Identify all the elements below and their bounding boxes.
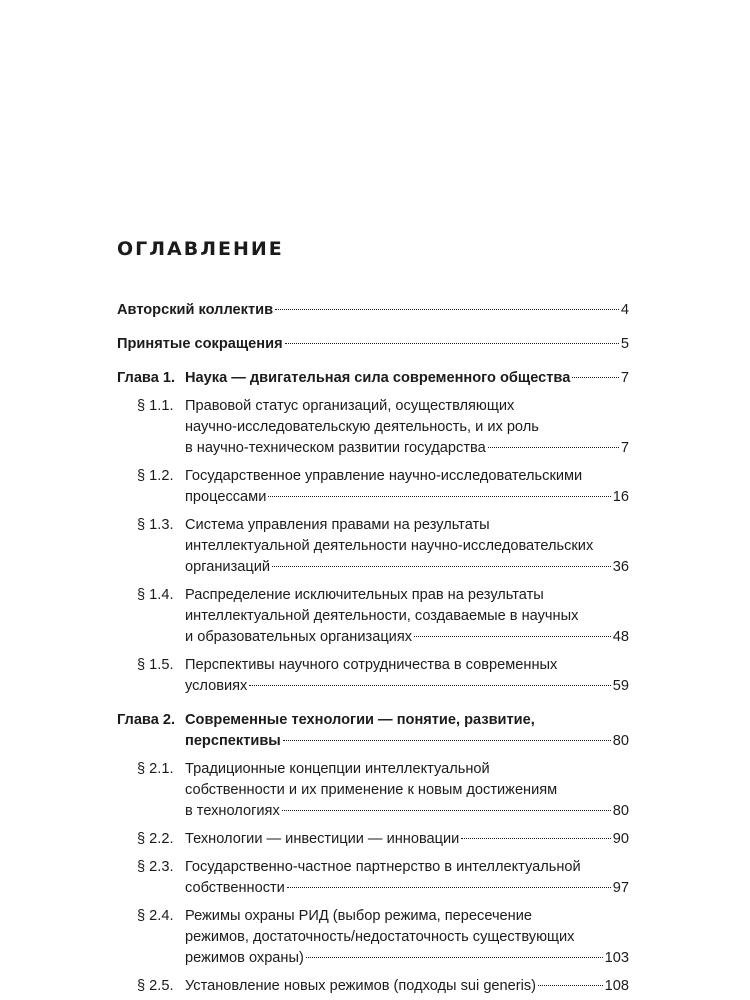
page-number: 7	[620, 370, 629, 386]
entry-title-text: собственности и их применение к новым достижениям	[185, 782, 558, 798]
entry-title-text: Наука — двигательная сила современного общества	[185, 370, 571, 386]
toc-section-entry	[117, 466, 629, 508]
entry-title	[185, 857, 629, 899]
entry-title-line	[185, 676, 629, 697]
page-number: 36	[612, 559, 629, 575]
section-number: § 1.4.	[137, 587, 174, 603]
dot-leader	[414, 636, 611, 637]
entry-title-line	[185, 515, 629, 536]
entry-title-line	[185, 801, 629, 822]
entry-title-text: Правовой статус организаций, осуществляющих	[185, 398, 515, 414]
entry-title-text: Установление новых режимов (подходы sui generis)	[185, 978, 537, 994]
entry-title-text: режимов охраны)	[185, 950, 304, 966]
entry-title-line	[185, 417, 629, 438]
entry-title-line	[185, 710, 629, 731]
entry-title-line	[185, 487, 629, 508]
toc-section-entry	[117, 857, 629, 899]
section-number: § 1.3.	[137, 517, 174, 533]
section-number: § 2.5.	[137, 978, 174, 994]
entry-title-text: в научно-техническом развитии государства	[185, 440, 486, 456]
toc-section-entry	[117, 759, 629, 822]
toc-section-entry	[117, 585, 629, 648]
section-number: § 1.1.	[137, 398, 174, 414]
toc-chapter-entry	[117, 710, 629, 752]
dot-leader	[282, 810, 611, 811]
section-number: § 1.2.	[137, 468, 174, 484]
entry-title-line	[185, 438, 629, 459]
dot-leader	[283, 740, 611, 741]
entry-title-line	[185, 585, 629, 606]
entry-title-text: организаций	[185, 559, 271, 575]
entry-title-text: процессами	[185, 489, 267, 505]
section-number: § 2.3.	[137, 859, 174, 875]
dot-leader	[306, 957, 603, 958]
entry-title-text: Государственное управление научно-исследовательскими	[185, 468, 583, 484]
page-number: 59	[612, 678, 629, 694]
entry-title-line	[185, 396, 629, 417]
entry-title-line	[117, 300, 629, 321]
entry-title-text: Традиционные концепции интеллектуальной	[185, 761, 490, 777]
chapter-label: Глава 1.	[117, 370, 176, 386]
entry-title-line	[185, 759, 629, 780]
entry-title-text: интеллектуальной деятельности, создаваемые в научных	[185, 608, 579, 624]
entry-title-line	[185, 368, 629, 389]
dot-leader	[275, 309, 619, 310]
page-number: 103	[604, 950, 629, 966]
entry-title-line	[185, 948, 629, 969]
toc-section-entry	[117, 396, 629, 459]
toc-section-entry	[117, 655, 629, 697]
entry-title-text: режимов, достаточность/недостаточность существующих	[185, 929, 575, 945]
dot-leader	[572, 377, 619, 378]
section-number: § 2.4.	[137, 908, 174, 924]
toc-section-entry	[117, 906, 629, 969]
entry-title-text: Авторский коллектив	[117, 302, 274, 318]
toc-section-entry	[117, 976, 629, 997]
entry-title	[185, 368, 629, 389]
entry-title-line	[185, 906, 629, 927]
entry-title-text: собственности	[185, 880, 285, 896]
entry-title-text: Распределение исключительных прав на результаты	[185, 587, 544, 603]
toc-chapter-entry	[117, 368, 629, 389]
entry-title-line	[185, 655, 629, 676]
entry-title-text: перспективы	[185, 733, 281, 749]
entry-title	[185, 655, 629, 697]
entry-title-line	[185, 731, 629, 752]
entry-title-text: условиях	[185, 678, 248, 694]
entry-title-text: научно-исследовательскую деятельность, и их роль	[185, 419, 539, 435]
page-number: 108	[604, 978, 629, 994]
page-number: 97	[612, 880, 629, 896]
entry-title	[185, 906, 629, 969]
page-number: 80	[612, 733, 629, 749]
page-number: 7	[620, 440, 629, 456]
entry-title	[185, 515, 629, 578]
entry-title-line	[117, 334, 629, 355]
entry-title-line	[185, 857, 629, 878]
entry-title-text: Режимы охраны РИД (выбор режима, пересечение	[185, 908, 532, 924]
entry-title-line	[185, 829, 629, 850]
dot-leader	[461, 838, 610, 839]
page-number: 90	[612, 831, 629, 847]
section-number: § 2.1.	[137, 761, 174, 777]
dot-leader	[538, 985, 603, 986]
section-number: § 2.2.	[137, 831, 174, 847]
dot-leader	[268, 496, 610, 497]
page-number: 48	[612, 629, 629, 645]
entry-title-text: Принятые сокращения	[117, 336, 283, 352]
page-number: 16	[612, 489, 629, 505]
page-number: 5	[620, 336, 629, 352]
dot-leader	[488, 447, 619, 448]
page-number: 80	[612, 803, 629, 819]
dot-leader	[249, 685, 610, 686]
toc-entry	[117, 334, 629, 355]
dot-leader	[272, 566, 611, 567]
entry-title-text: интеллектуальной деятельности научно-исследовательских	[185, 538, 594, 554]
entry-title-line	[185, 780, 629, 801]
entry-title-text: Современные технологии — понятие, развитие,	[185, 712, 535, 728]
entry-title	[117, 300, 629, 321]
entry-title	[185, 710, 629, 752]
entry-title-text: Государственно-частное партнерство в интеллектуальной	[185, 859, 581, 875]
entry-title	[185, 585, 629, 648]
section-number: § 1.5.	[137, 657, 174, 673]
entry-title	[185, 466, 629, 508]
entry-title-line	[185, 627, 629, 648]
page-number: 4	[620, 302, 629, 318]
entry-title-text: в технологиях	[185, 803, 280, 819]
toc-entry	[117, 300, 629, 321]
entry-title-line	[185, 466, 629, 487]
entry-title	[185, 396, 629, 459]
dot-leader	[285, 343, 619, 344]
entry-title-text: Перспективы научного сотрудничества в современных	[185, 657, 558, 673]
toc-section-entry	[117, 515, 629, 578]
entry-title-line	[185, 536, 629, 557]
entry-title-text: Технологии — инвестиции — инновации	[185, 831, 460, 847]
toc-section-entry	[117, 829, 629, 850]
entry-title-text: Система управления правами на результаты	[185, 517, 490, 533]
entry-title	[117, 334, 629, 355]
entry-title	[185, 759, 629, 822]
toc-heading: ОГЛАВЛЕНИЕ	[117, 238, 284, 260]
entry-title-line	[185, 557, 629, 578]
entry-title	[185, 829, 629, 850]
table-of-contents	[117, 300, 629, 997]
entry-title-line	[185, 927, 629, 948]
dot-leader	[287, 887, 611, 888]
entry-title	[185, 976, 629, 997]
entry-title-text: и образовательных организациях	[185, 629, 413, 645]
entry-title-line	[185, 976, 629, 997]
chapter-label: Глава 2.	[117, 712, 176, 728]
entry-title-line	[185, 878, 629, 899]
entry-title-line	[185, 606, 629, 627]
